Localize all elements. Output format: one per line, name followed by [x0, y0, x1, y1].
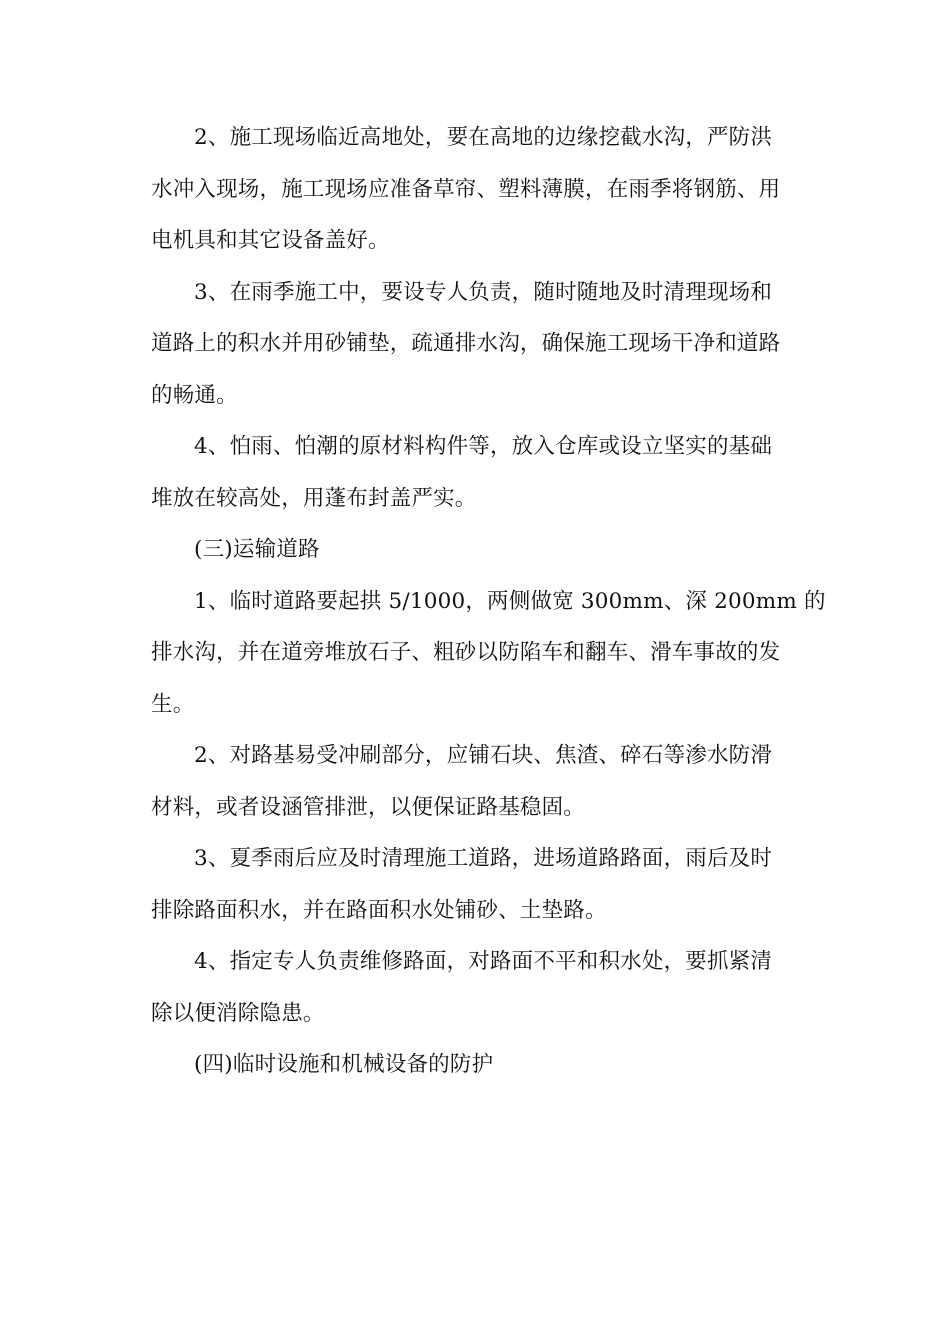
- paragraph-drainage-ditch: [151, 112, 801, 267]
- paragraph-line: 除以便消除隐患。: [151, 1000, 325, 1026]
- paragraph-line: 3、夏季雨后应及时清理施工道路，进场道路路面，雨后及时: [194, 846, 773, 871]
- paragraph-line: 材料，或者设涵管排泄，以便保证路基稳固。: [151, 794, 586, 820]
- paragraph-line: 堆放在较高处，用蓬布封盖严实。: [151, 485, 477, 511]
- document-body: [151, 112, 826, 1091]
- section-heading-text: (四)临时设施和机械设备的防护: [194, 1052, 494, 1077]
- paragraph-line: 2、施工现场临近高地处，要在高地的边缘挖截水沟，严防洪: [194, 125, 773, 150]
- paragraph-line: 排水沟，并在道旁堆放石子、粗砂以防陷车和翻车、滑车事故的发: [151, 640, 781, 665]
- paragraph-line: 3、在雨季施工中，要设专人负责，随时随地及时清理现场和: [194, 279, 773, 305]
- paragraph-line: 4、怕雨、怕潮的原材料构件等，放入仓库或设立坚实的基础: [194, 434, 773, 459]
- paragraph-roadbed: [151, 730, 801, 833]
- paragraph-line: 的畅通。: [151, 382, 238, 408]
- section-heading-facilities-protection: [151, 1039, 801, 1091]
- paragraph-temporary-road: [151, 576, 826, 731]
- paragraph-line: 2、对路基易受冲刷部分，应铺石块、焦渣、碎石等渗水防滑: [194, 743, 773, 768]
- paragraph-material-storage: [151, 421, 801, 524]
- paragraph-line: 1、临时道路要起拱 5/1000，两侧做宽 300mm、深 200mm 的: [194, 588, 826, 614]
- paragraph-line: 电机具和其它设备盖好。: [151, 228, 390, 253]
- paragraph-line: 4、指定专人负责维修路面，对路面不平和积水处，要抓紧清: [194, 949, 773, 974]
- paragraph-line: 水冲入现场，施工现场应准备草帘、塑料薄膜，在雨季将钢筋、用: [151, 176, 781, 202]
- paragraph-line: 排除路面积水，并在路面积水处铺砂、土垫路。: [151, 897, 607, 923]
- paragraph-summer-rain: [151, 833, 801, 936]
- paragraph-line: 道路上的积水并用砂铺垫，疏通排水沟，确保施工现场干净和道路: [151, 331, 781, 356]
- paragraph-line: 生。: [151, 691, 195, 717]
- paragraph-standing-water: [151, 267, 801, 422]
- section-heading-transport-roads: [151, 524, 801, 576]
- paragraph-road-maintenance: [151, 936, 801, 1039]
- section-heading-text: (三)运输道路: [194, 537, 320, 562]
